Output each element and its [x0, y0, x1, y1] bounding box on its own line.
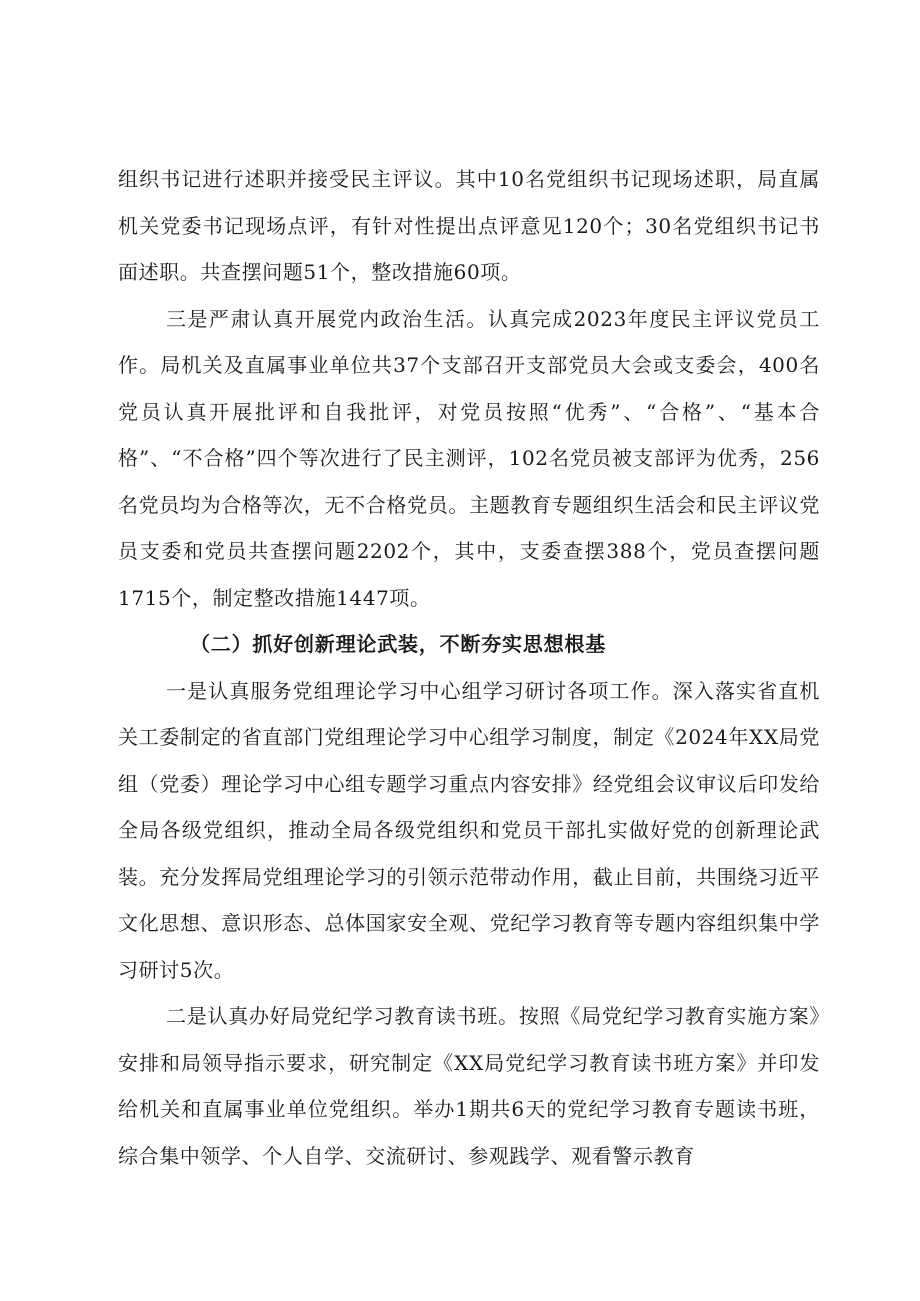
- paragraph-political-life: 三是严肃认真开展党内政治生活。认真完成2023年度民主评议党员工作。局机关及直属事业单位共37个支部召开支部党员大会或支委会，400名党员认真开展批评和自我批评，对党员按照“优秀”、“合格”、“基本合格”、“不合格”四个等次进行了民主测评，102名党员被支部评为优秀，256名党员均为合格等次，无不合格党员。主题教育专题组织生活会和民主评议党员支委和党员共查摆问题2202个，其中，支委查摆388个，党员查摆问题1715个，制定整改措施1447项。: [118, 306, 820, 610]
- section-heading: （二）抓好创新理论武装，不断夯实思想根基: [190, 632, 606, 656]
- paragraph-theory-study: 一是认真服务党组理论学习中心组学习研讨各项工作。深入落实省直机关工委制定的省直部门党组理论学习中心组学习制度，制定《2024年XX局党组（党委）理论学习中心组专题学习重点内容安排》经党组会议审议后印发给全局各级党组织，推动全局各级党组织和党员干部扎实做好党的创新理论武装。充分发挥局党组理论学习的引领示范带动作用，截止目前，共围绕习近平文化思想、意识形态、总体国家安全观、党纪学习教育等专题内容组织集中学习研讨5次。: [118, 678, 820, 982]
- paragraph-reading-class: 二是认真办好局党纪学习教育读书班。按照《局党纪学习教育实施方案》安排和局领导指示要求，研究制定《XX局党纪学习教育读书班方案》并印发给机关和直属事业单位党组织。举办1期共6天的党纪学习教育专题读书班，综合集中领学、个人自学、交流研讨、参观践学、观看警示教育: [118, 1004, 820, 1168]
- paragraph-continuation: 组织书记进行述职并接受民主评议。其中10名党组织书记现场述职，局直属机关党委书记现场点评，有针对性提出点评意见120个；30名党组织书记书面述职。共查摆问题51个，整改措施60项。: [118, 167, 820, 284]
- document-body: [118, 156, 820, 1179]
